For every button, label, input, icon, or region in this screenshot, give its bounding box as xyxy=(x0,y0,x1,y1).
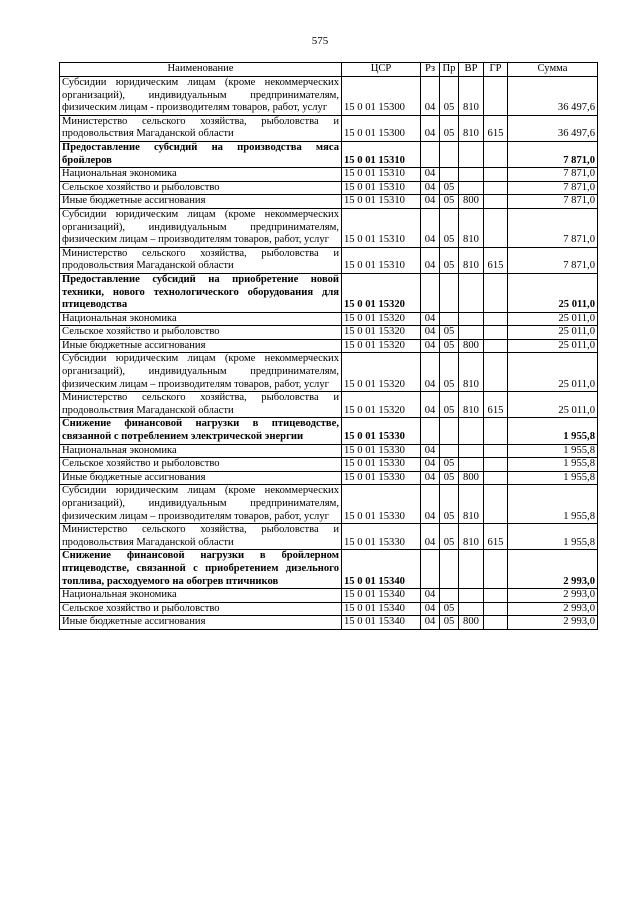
cell-vr xyxy=(459,312,484,326)
cell-vr xyxy=(459,273,484,312)
cell-vr: 810 xyxy=(459,392,484,418)
cell-rz: 04 xyxy=(421,444,440,458)
cell-sum: 36 497,6 xyxy=(508,115,598,141)
cell-rz xyxy=(421,550,440,589)
cell-name: Сельское хозяйство и рыболовство xyxy=(60,602,342,616)
cell-gr xyxy=(484,326,508,340)
cell-gr xyxy=(484,485,508,524)
cell-csr: 15 0 01 15340 xyxy=(342,550,421,589)
cell-csr: 15 0 01 15320 xyxy=(342,326,421,340)
page-number: 575 xyxy=(311,35,329,47)
cell-pr xyxy=(440,550,459,589)
cell-gr xyxy=(484,339,508,353)
cell-sum: 25 011,0 xyxy=(508,326,598,340)
cell-sum: 7 871,0 xyxy=(508,247,598,273)
cell-vr xyxy=(459,181,484,195)
cell-gr: 615 xyxy=(484,247,508,273)
cell-csr: 15 0 01 15310 xyxy=(342,168,421,182)
column-header-name: Наименование xyxy=(60,63,342,77)
cell-pr: 05 xyxy=(440,471,459,485)
cell-pr: 05 xyxy=(440,616,459,630)
cell-name: Предоставление субсидий на приобретение новой техники, нового технологического оборудования для птицеводства xyxy=(60,273,342,312)
cell-sum: 7 871,0 xyxy=(508,168,598,182)
cell-csr: 15 0 01 15330 xyxy=(342,418,421,444)
cell-sum: 1 955,8 xyxy=(508,471,598,485)
cell-name: Субсидии юридическим лицам (кроме некоммерческих организаций), индивидуальным предпринимателям, физическим лицам - производителям товаров, работ, услуг xyxy=(60,77,342,116)
cell-pr xyxy=(440,418,459,444)
cell-sum: 7 871,0 xyxy=(508,208,598,247)
cell-csr: 15 0 01 15340 xyxy=(342,616,421,630)
cell-rz: 04 xyxy=(421,471,440,485)
table-row xyxy=(60,471,598,485)
cell-sum: 7 871,0 xyxy=(508,181,598,195)
table-row xyxy=(60,589,598,603)
cell-csr: 15 0 01 15300 xyxy=(342,77,421,116)
table-row xyxy=(60,458,598,472)
cell-vr xyxy=(459,602,484,616)
cell-sum: 25 011,0 xyxy=(508,312,598,326)
cell-name: Иные бюджетные ассигнования xyxy=(60,616,342,630)
cell-csr: 15 0 01 15330 xyxy=(342,458,421,472)
cell-gr xyxy=(484,181,508,195)
cell-name: Субсидии юридическим лицам (кроме некоммерческих организаций), индивидуальным предпринимателям, физическим лицам – производителям товаров, работ, услуг xyxy=(60,353,342,392)
cell-gr xyxy=(484,77,508,116)
cell-pr: 05 xyxy=(440,524,459,550)
cell-rz: 04 xyxy=(421,353,440,392)
cell-vr: 810 xyxy=(459,77,484,116)
cell-pr xyxy=(440,444,459,458)
cell-rz: 04 xyxy=(421,616,440,630)
cell-rz: 04 xyxy=(421,247,440,273)
cell-pr: 05 xyxy=(440,392,459,418)
cell-rz xyxy=(421,141,440,167)
cell-rz: 04 xyxy=(421,168,440,182)
table-row xyxy=(60,602,598,616)
cell-rz: 04 xyxy=(421,77,440,116)
cell-sum: 1 955,8 xyxy=(508,444,598,458)
cell-name: Иные бюджетные ассигнования xyxy=(60,339,342,353)
cell-csr: 15 0 01 15320 xyxy=(342,392,421,418)
cell-vr xyxy=(459,589,484,603)
cell-pr: 05 xyxy=(440,195,459,209)
cell-csr: 15 0 01 15310 xyxy=(342,247,421,273)
cell-csr: 15 0 01 15300 xyxy=(342,115,421,141)
cell-csr: 15 0 01 15340 xyxy=(342,589,421,603)
cell-name: Субсидии юридическим лицам (кроме некоммерческих организаций), индивидуальным предпринимателям, физическим лицам – производителям товаров, работ, услуг xyxy=(60,485,342,524)
table-section-row xyxy=(60,550,598,589)
table-row xyxy=(60,208,598,247)
column-header-vr: ВР xyxy=(459,63,484,77)
cell-gr xyxy=(484,471,508,485)
cell-pr xyxy=(440,589,459,603)
cell-pr: 05 xyxy=(440,247,459,273)
cell-sum: 1 955,8 xyxy=(508,418,598,444)
cell-pr xyxy=(440,312,459,326)
cell-vr xyxy=(459,141,484,167)
cell-gr xyxy=(484,273,508,312)
table-row xyxy=(60,616,598,630)
cell-gr xyxy=(484,550,508,589)
column-header-sum: Сумма xyxy=(508,63,598,77)
cell-sum: 7 871,0 xyxy=(508,195,598,209)
cell-csr: 15 0 01 15320 xyxy=(342,312,421,326)
cell-name: Субсидии юридическим лицам (кроме некоммерческих организаций), индивидуальным предпринимателям, физическим лицам – производителям товаров, работ, услуг xyxy=(60,208,342,247)
cell-csr: 15 0 01 15340 xyxy=(342,602,421,616)
cell-rz: 04 xyxy=(421,312,440,326)
cell-name: Снижение финансовой нагрузки в бройлерном птицеводстве, связанной с приобретением дизельного топлива, расходуемого на обогрев птичников xyxy=(60,550,342,589)
cell-vr xyxy=(459,168,484,182)
cell-rz: 04 xyxy=(421,589,440,603)
cell-rz xyxy=(421,273,440,312)
cell-name: Национальная экономика xyxy=(60,589,342,603)
cell-sum: 2 993,0 xyxy=(508,616,598,630)
cell-pr: 05 xyxy=(440,208,459,247)
cell-name: Национальная экономика xyxy=(60,312,342,326)
cell-gr xyxy=(484,208,508,247)
cell-gr: 615 xyxy=(484,115,508,141)
cell-sum: 1 955,8 xyxy=(508,458,598,472)
cell-rz: 04 xyxy=(421,181,440,195)
cell-pr xyxy=(440,168,459,182)
cell-pr xyxy=(440,141,459,167)
cell-sum: 25 011,0 xyxy=(508,273,598,312)
table-row xyxy=(60,195,598,209)
column-header-csr: ЦСР xyxy=(342,63,421,77)
cell-vr xyxy=(459,458,484,472)
cell-pr: 05 xyxy=(440,115,459,141)
table-body xyxy=(60,77,598,630)
budget-table xyxy=(59,62,598,630)
column-header-pr: Пр xyxy=(440,63,459,77)
cell-rz: 04 xyxy=(421,326,440,340)
table-row xyxy=(60,392,598,418)
cell-vr xyxy=(459,326,484,340)
table-row xyxy=(60,247,598,273)
cell-csr: 15 0 01 15310 xyxy=(342,195,421,209)
cell-gr: 615 xyxy=(484,392,508,418)
cell-name: Министерство сельского хозяйства, рыболовства и продовольствия Магаданской области xyxy=(60,115,342,141)
cell-rz: 04 xyxy=(421,115,440,141)
cell-vr: 810 xyxy=(459,208,484,247)
cell-pr: 05 xyxy=(440,339,459,353)
cell-gr xyxy=(484,168,508,182)
cell-csr: 15 0 01 15320 xyxy=(342,339,421,353)
table-row xyxy=(60,485,598,524)
cell-sum: 1 955,8 xyxy=(508,485,598,524)
cell-rz: 04 xyxy=(421,195,440,209)
cell-name: Национальная экономика xyxy=(60,168,342,182)
table-row xyxy=(60,353,598,392)
cell-vr: 800 xyxy=(459,195,484,209)
cell-sum: 25 011,0 xyxy=(508,392,598,418)
cell-pr xyxy=(440,273,459,312)
cell-vr xyxy=(459,444,484,458)
column-header-gr: ГР xyxy=(484,63,508,77)
cell-name: Сельское хозяйство и рыболовство xyxy=(60,181,342,195)
cell-rz: 04 xyxy=(421,524,440,550)
cell-gr xyxy=(484,312,508,326)
table-row xyxy=(60,326,598,340)
cell-name: Иные бюджетные ассигнования xyxy=(60,471,342,485)
cell-sum: 25 011,0 xyxy=(508,339,598,353)
cell-csr: 15 0 01 15330 xyxy=(342,485,421,524)
cell-name: Национальная экономика xyxy=(60,444,342,458)
table-section-row xyxy=(60,141,598,167)
cell-gr xyxy=(484,141,508,167)
table-header-row xyxy=(60,63,598,77)
cell-rz: 04 xyxy=(421,339,440,353)
cell-sum: 36 497,6 xyxy=(508,77,598,116)
cell-vr xyxy=(459,550,484,589)
cell-pr: 05 xyxy=(440,326,459,340)
cell-name: Сельское хозяйство и рыболовство xyxy=(60,458,342,472)
cell-vr: 800 xyxy=(459,616,484,630)
cell-pr: 05 xyxy=(440,353,459,392)
table-row xyxy=(60,181,598,195)
cell-csr: 15 0 01 15320 xyxy=(342,353,421,392)
cell-rz: 04 xyxy=(421,208,440,247)
cell-name: Предоставление субсидий на производства мяса бройлеров xyxy=(60,141,342,167)
table-row xyxy=(60,312,598,326)
cell-csr: 15 0 01 15320 xyxy=(342,273,421,312)
cell-pr: 05 xyxy=(440,181,459,195)
cell-gr xyxy=(484,458,508,472)
cell-gr xyxy=(484,418,508,444)
cell-sum: 1 955,8 xyxy=(508,524,598,550)
cell-name: Министерство сельского хозяйства, рыболовства и продовольствия Магаданской области xyxy=(60,524,342,550)
cell-rz xyxy=(421,418,440,444)
cell-rz: 04 xyxy=(421,458,440,472)
cell-sum: 7 871,0 xyxy=(508,141,598,167)
cell-vr: 810 xyxy=(459,524,484,550)
cell-sum: 2 993,0 xyxy=(508,602,598,616)
cell-sum: 2 993,0 xyxy=(508,550,598,589)
cell-vr xyxy=(459,418,484,444)
cell-gr xyxy=(484,195,508,209)
table-row xyxy=(60,524,598,550)
column-header-rz: Рз xyxy=(421,63,440,77)
cell-name: Министерство сельского хозяйства, рыболовства и продовольствия Магаданской области xyxy=(60,247,342,273)
cell-gr: 615 xyxy=(484,524,508,550)
cell-sum: 2 993,0 xyxy=(508,589,598,603)
cell-csr: 15 0 01 15330 xyxy=(342,444,421,458)
cell-name: Снижение финансовой нагрузки в птицеводстве, связанной с потреблением электрической энергии xyxy=(60,418,342,444)
cell-sum: 25 011,0 xyxy=(508,353,598,392)
cell-rz: 04 xyxy=(421,485,440,524)
cell-csr: 15 0 01 15330 xyxy=(342,524,421,550)
cell-csr: 15 0 01 15310 xyxy=(342,208,421,247)
cell-vr: 800 xyxy=(459,339,484,353)
cell-pr: 05 xyxy=(440,458,459,472)
cell-vr: 810 xyxy=(459,247,484,273)
cell-vr: 810 xyxy=(459,115,484,141)
cell-pr: 05 xyxy=(440,602,459,616)
cell-name: Сельское хозяйство и рыболовство xyxy=(60,326,342,340)
table-row xyxy=(60,115,598,141)
cell-pr: 05 xyxy=(440,77,459,116)
table-row xyxy=(60,77,598,116)
table-section-row xyxy=(60,273,598,312)
cell-name: Иные бюджетные ассигнования xyxy=(60,195,342,209)
cell-csr: 15 0 01 15330 xyxy=(342,471,421,485)
table-section-row xyxy=(60,418,598,444)
cell-gr xyxy=(484,616,508,630)
cell-vr: 800 xyxy=(459,471,484,485)
cell-csr: 15 0 01 15310 xyxy=(342,141,421,167)
cell-pr: 05 xyxy=(440,485,459,524)
table-row xyxy=(60,339,598,353)
cell-rz: 04 xyxy=(421,602,440,616)
cell-vr: 810 xyxy=(459,485,484,524)
cell-gr xyxy=(484,353,508,392)
cell-gr xyxy=(484,589,508,603)
cell-vr: 810 xyxy=(459,353,484,392)
cell-gr xyxy=(484,444,508,458)
table-row xyxy=(60,444,598,458)
cell-rz: 04 xyxy=(421,392,440,418)
table-row xyxy=(60,168,598,182)
cell-csr: 15 0 01 15310 xyxy=(342,181,421,195)
cell-name: Министерство сельского хозяйства, рыболовства и продовольствия Магаданской области xyxy=(60,392,342,418)
cell-gr xyxy=(484,602,508,616)
